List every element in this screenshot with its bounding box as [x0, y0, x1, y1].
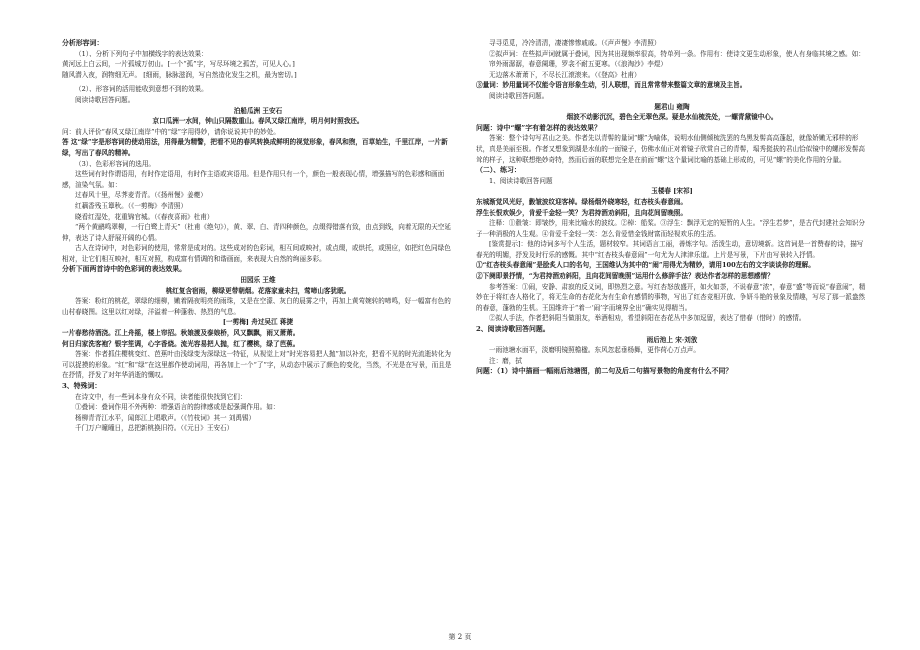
right-paragraph: 一雨池塘水面平，淡磨明镜照檐楹。东风忽起垂杨舞，更作荷心万点声。: [489, 346, 700, 355]
left-paragraph: 古人在诗词中，对色彩词的使用，常常是成对的。这些成对的色彩词，相互间或映衬，或点缀，或烘托，或照应，如把红色同绿色相对，让它们相互映衬，相互对照，构成富有情调的和谐画面，来表现大自然的绚丽多彩。: [62, 244, 451, 263]
right-paragraph: 问题：诗中“螺”字有着怎样的表达效果？: [476, 123, 602, 132]
left-paragraph: 黄河远上白云间，一片孤城万仞山。[一个“孤”字，写尽环境之孤苦，可见人心。]: [62, 60, 295, 69]
left-paragraph: 何日归家洗客袍？银字笙调，心字香烧。流光容易把人抛，红了樱桃，绿了芭蕉。: [62, 339, 300, 348]
right-paragraph: 阅读诗歌回答问题。: [489, 91, 549, 100]
left-paragraph: 分析下面两首诗中的色彩词的表达效果。: [62, 265, 187, 274]
page-number: 第 2 页: [448, 633, 472, 641]
right-paragraph: [鉴赏提示]：他的诗词多写个人生活，题材较窄。其词语言工丽，善炼字句。活泼生动，意切境新。这首词是一首赞春的诗，描写春光的明媚，抒发及时行乐的感慨。其中“红杏枝头春意闹”一句尤为人津津乐道。上片是写景，下片由写景转入抒情。: [476, 240, 864, 259]
right-paragraph: 帘外雨潺潺，春意阑珊，罗衾不耐五更寒。（《浪淘沙》李煜）: [489, 60, 668, 69]
left-paragraph: 泊船瓜洲 王安石: [233, 106, 283, 115]
right-paragraph: ①“红杏枝头春意闹”是脍炙人口的名句，王国维认为其中的“闹”用得尤为精妙，请用100左右的文字谈谈你的理解。: [476, 261, 815, 270]
left-paragraph: 阅读诗歌回答问题。: [75, 95, 135, 104]
left-paragraph: 田园乐 王维: [240, 276, 276, 285]
left-paragraph: （1）、分析下列句子中加横线字的表达效果：: [75, 49, 208, 58]
right-paragraph: 问题：（1）诗中描画一幅雨后池塘图，前二句及后二句描写景物的角度有什么不同？: [476, 367, 733, 376]
right-paragraph: 注：磨，拭: [489, 356, 522, 365]
right-paragraph: ②拟人手法，作者把斜阳当做朋友，举酒相劝，希望斜阳在杏花丛中多加逗留，表达了惜春（惜时）的感情。: [489, 314, 806, 323]
left-paragraph: 3、特殊词：: [62, 382, 102, 390]
left-paragraph: 千门万户曈曈日，总把新桃换旧符。（《元日》王安石）: [75, 424, 234, 433]
right-paragraph: 浮生长恨欢娱少，肯爱千金轻一笑？为君持酒劝斜阳，且向花间留晚照。: [476, 208, 687, 217]
left-paragraph: 答案：作者抓住樱桃变红、芭蕉叶由浅绿变为深绿这一特征，从视觉上对“时光容易把人抛”加以补充，把看不见的时光流逝转化为可以捉摸的形象。“红”和“绿”在这里都作使动词用，再各加上一个“了”字，从动态中展示了颜色的变化，当然，不光是在写景，而且是在抒情，抒发了对年华消逝的慨叹。: [62, 350, 452, 380]
right-paragraph: 烟波不动影沉沉，碧色全无翠色深。疑是水仙梳洗处，一螺青黛镜中心。: [566, 113, 778, 122]
right-paragraph: 无边落木萧萧下，不尽长江滚滚来。（《登高》杜甫）: [489, 70, 641, 79]
left-paragraph: （2）、形容词的活用能收到意想不到的效果。: [75, 85, 208, 94]
left-paragraph: 答 这“绿”字是形容词的使动用法，用得最为精警，把看不见的春风转换成鲜明的视觉形象，春风和煦，百草始生，千里江岸，一片新绿，写出了春风的精神。: [62, 138, 448, 157]
left-paragraph: 京口瓜洲一水间，钟山只隔数重山。春风又绿江南岸，明月何时照我还。: [152, 117, 364, 126]
right-paragraph: 注释：①縠皱：即皱纱，用来比喻水的波纹。②棹：船桨。③浮生：飘浮无定的短暂的人生。“浮生若梦”，是古代封建社会知识分子一种消极的人生观。④肯爱千金轻一笑：怎么肯爱惜金钱财富而轻视欢乐的生活。: [476, 219, 865, 238]
left-paragraph: 桃红复含宿雨，柳绿更带朝烟。花落家童未扫，莺啼山客犹眠。: [165, 286, 351, 295]
right-paragraph: 答案：整个诗句写君山之美。作者先以青髻的量词“螺”为喻体，说明水仙侧倾梳洗罢的鸟黑发髻高高蓬起，就像娇嫩无邪样的形状，真是美丽至极。作者又想象到湖是水仙的一面镜子，仿佛水仙正对着镜子欣赏自己的青髻，塌秀挺拔的君山恰似镜中的螺形发髻高耸的样子，这种联想绝妙奇特，然而后面的联想完全是在前面“螺”这个量词比喻的基础上形成的，可见“螺”的美化作用的分量。: [476, 134, 866, 164]
left-paragraph: “两个黄鹂鸣翠柳，一行白鹭上青天”（杜甫《绝句》），黄、翠、白、青四种颜色，点缀得错落有致，由点到线，向着无限的天空延伸，表达了诗人舒展开阔的心情。: [62, 223, 451, 242]
right-paragraph: 寻寻觅觅，冷冷清清，凄凄惨惨戚戚。（《声声慢》李清照）: [489, 39, 661, 47]
left-paragraph: 答案：粉红的桃花，翠绿的细柳，嫩着隔夜明亮的雨珠，又是在空濛、灰白的晨雾之中，再加上黄莺婉转的啼鸣，好一幅富有色的山村春晓图。这里以红对绿，洋溢着一种蓬勃、热烈的气息。: [62, 297, 451, 316]
right-paragraph: 东城渐觉风光好，縠皱波纹迎客棹。绿杨烟外晓寒轻，红杏枝头春意闹。: [476, 197, 687, 206]
left-paragraph: 一片春愁待酒浇。江上舟摇，楼上帘招。秋娘渡及泰娘桥，风又飘飘，雨又萧萧。: [62, 329, 300, 338]
left-column: [62, 38, 454, 434]
left-paragraph: （3）、色彩形容词的选用。: [75, 159, 156, 168]
right-paragraph: 玉楼春 [宋祁]: [651, 187, 693, 196]
right-column: [476, 38, 868, 377]
left-paragraph: 杨柳青青江水平，闻郎江上唱歌声。（《竹枝词》其一 刘禹锡）: [75, 413, 256, 422]
left-paragraph: [一剪梅] 舟过吴江 蒋捷: [222, 318, 294, 327]
left-paragraph: 这些词有时作谓语用，有时作定语用，有时作主语或宾语用。但是作用只有一个，颜色一般表现心情，增强描写的色彩感和画面感，渲染气氛。如：: [62, 170, 445, 189]
left-paragraph: 问：前人评价“春风又绿江南岸”中的“绿”字用得妙，请你说说其中的妙处。: [62, 127, 280, 136]
right-paragraph: 雨后池上 宋·刘攽: [646, 335, 698, 344]
right-paragraph: 参考答案：①闹，安静、肃寂的反义词，即热烈之意。写红杏怒放盛开，如火如荼，不说春意“浓”，春意“盛”等而说“春意闹”，精妙在于将红杏人格化了，将无生命的杏花化为有生命有感情的事物，写出了红杏竞相开放、争妍斗艳的景象及情趣，写尽了那一派盎然的春意，蓬勃的生机。王国维许于“着一‘闹’字而境界全出”确实见得精当。: [476, 282, 866, 312]
left-paragraph: 过春风十里，尽荠麦青青。（《扬州慢》姜夔）: [75, 191, 207, 200]
left-paragraph: 在诗文中，有一些词本身有众不同，读者能很快找到它们：: [75, 392, 247, 401]
left-paragraph: 分析形容词：: [62, 39, 104, 47]
left-paragraph: ①叠词：叠词作用不外两种：增强语言的韵律感或是起强调作用。如：: [75, 403, 280, 412]
right-paragraph: ②拟声词：在些拟声词就属于叠词，因为其出现频率很高，特单列一条。作用有：使诗文更生动形象，使人有身临其境之感。如：: [489, 49, 865, 58]
right-paragraph: ②下阕即景抒情，“为君持酒劝斜阳，且向花间留晚照”运用什么修辞手法？表达作者怎样的思想感情？: [476, 272, 774, 281]
right-paragraph: 题君山 雍陶: [654, 102, 690, 111]
right-paragraph: （二）、练习：: [476, 166, 521, 175]
right-paragraph: 1、阅读诗歌回答问题: [489, 176, 553, 185]
right-paragraph: 2、阅读诗歌回答问题。: [476, 325, 550, 334]
left-paragraph: 红藕香残玉簟秋。（《一剪梅》李清照）: [75, 201, 188, 210]
left-paragraph: 随风潜入夜，润物细无声。 [细雨，脉脉滋润，写自然造化发生之机，最为密切。]: [62, 70, 297, 79]
right-paragraph: ③量词：妙用量词不仅能令语言形象生动，引人联想，而且常常带来整篇文章的意境及主旨。: [476, 81, 747, 90]
left-paragraph: 晓看红湿处，花重锦官城。（《春夜喜雨》杜甫）: [75, 212, 214, 221]
